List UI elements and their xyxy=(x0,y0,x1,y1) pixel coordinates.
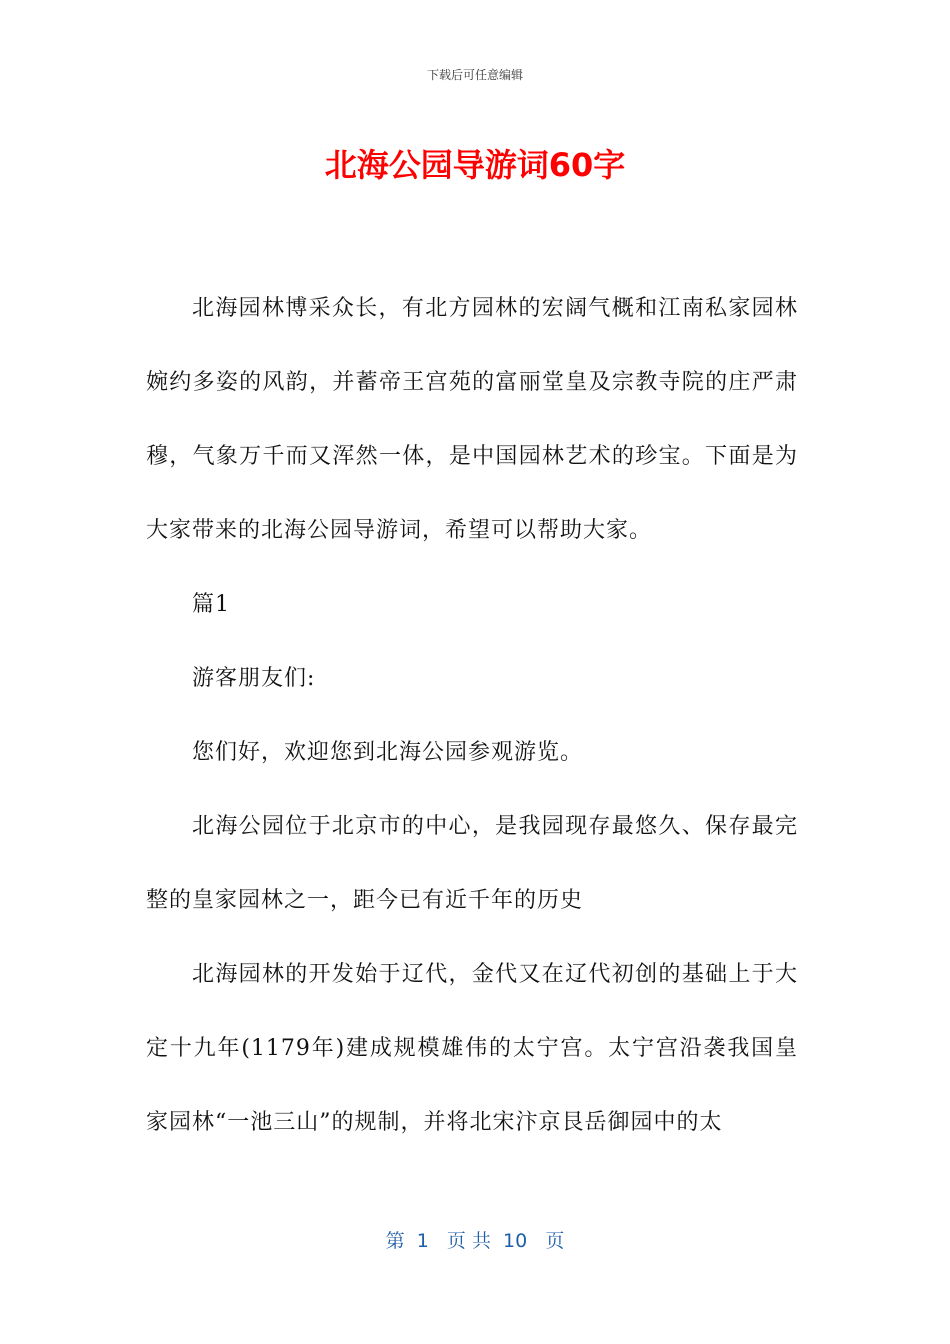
paragraph-welcome: 您们好，欢迎您到北海公园参观游览。 xyxy=(192,740,584,765)
header-note: 下载后可任意编辑 xyxy=(426,68,523,82)
paragraph-history: 北海园林的开发始于辽代，金代又在辽代初创的基础上于大定十九年(1179年)建成规模雄伟的太宁宫。太宁宫沿袭我国皇家园林“一池三山”的规制，并将北宋汴京艮岳御园中的太 xyxy=(146,962,798,1135)
paragraph-greeting: 游客朋友们: xyxy=(192,666,316,691)
paragraph-location: 北海公园位于北京市的中心，是我园现存最悠久、保存最完整的皇家园林之一，距今已有近千年的历史 xyxy=(146,814,798,913)
document-body xyxy=(146,272,798,1160)
page-number-footer: 第 1 页 共 10 页 xyxy=(385,1230,565,1252)
document-title: 北海公园导游词60字 xyxy=(324,146,626,184)
paragraph-intro: 北海园林博采众长，有北方园林的宏阔气概和江南私家园林婉约多姿的风韵，并蓄帝王宫苑的富丽堂皇及宗教寺院的庄严肃穆，气象万千而又浑然一体，是中国园林艺术的珍宝。下面是为大家带来的北海公园导游词，希望可以帮助大家。 xyxy=(146,296,798,543)
paragraph-section-heading: 篇1 xyxy=(192,592,230,617)
